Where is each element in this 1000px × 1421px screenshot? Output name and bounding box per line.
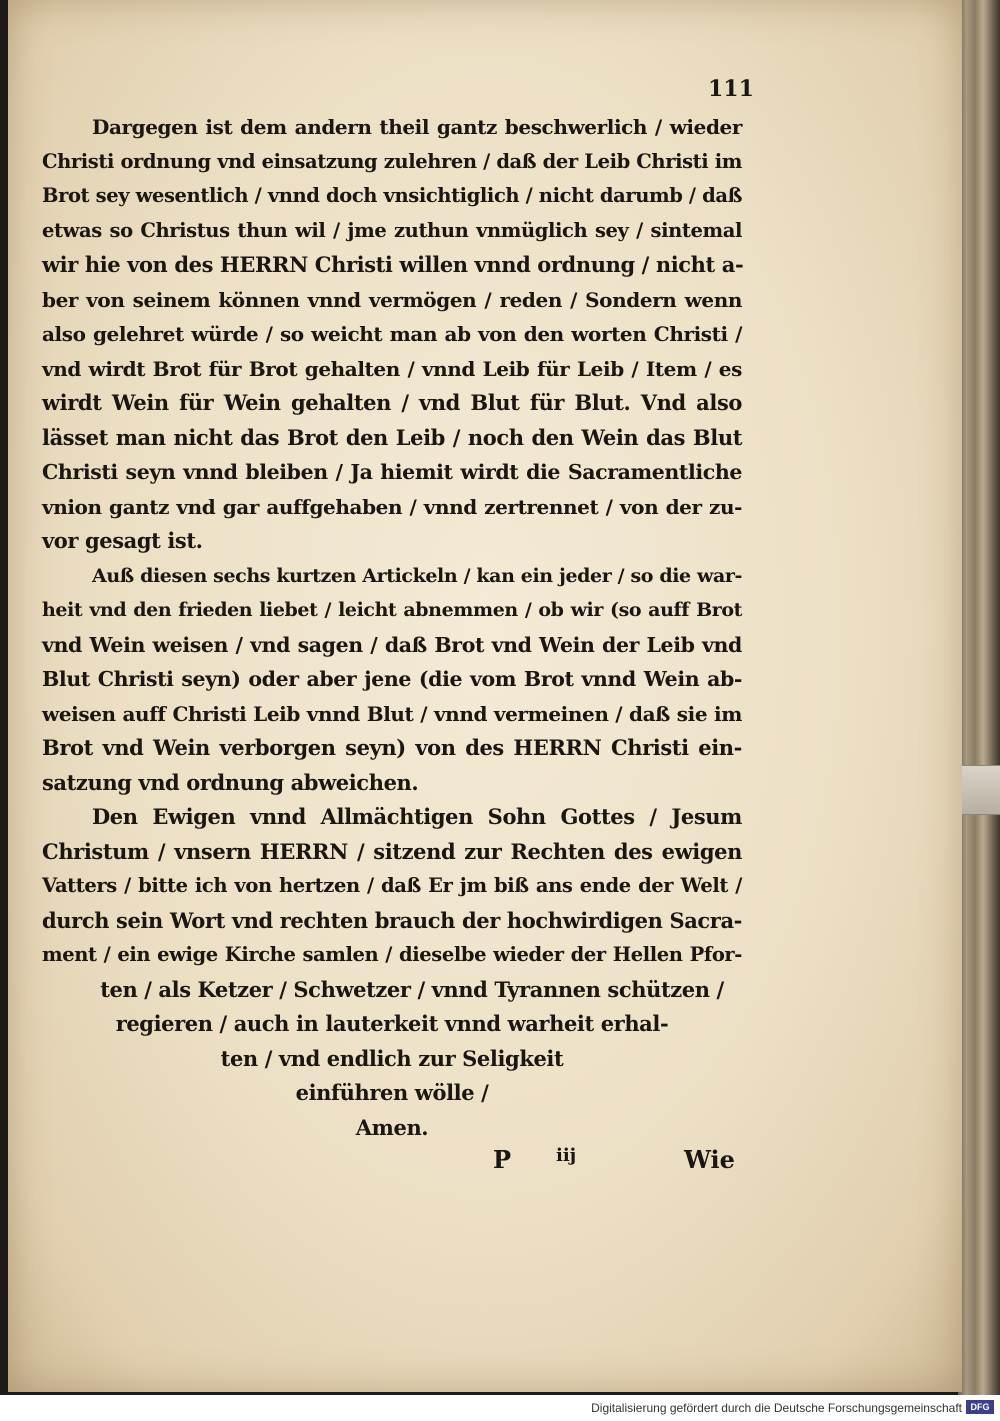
text-line: ment / ein ewige Kirche samlen / dieselbe wieder der Hellen Pfor-	[42, 943, 742, 966]
text-line: Auß diesen sechs kurtzen Artickeln / kan ein jeder / so die war-	[92, 564, 742, 587]
text-line: Dargegen ist dem andern theil gantz beschwerlich / wieder	[92, 115, 742, 139]
text-line: vnion gantz vnd gar auffgehaben / vnnd zertrennet / von der zu-	[42, 494, 742, 519]
text-line: ten / als Ketzer / Schwetzer / vnnd Tyrannen schützen /	[100, 976, 724, 1002]
text-line: wirdt Wein für Wein gehalten / vnd Blut für Blut. Vnd also	[42, 390, 742, 415]
text-line: vor gesagt ist.	[42, 528, 203, 553]
catchword: Wie	[684, 1145, 735, 1174]
text-line: vnd Wein weisen / vnd sagen / daß Brot vnd Wein der Leib vnd	[42, 632, 742, 657]
text-line: ber von seinem können vnnd vermögen / reden / Sondern wenn	[42, 287, 742, 312]
text-line: Christi seyn vnnd bleiben / Ja hiemit wirdt die Sacramentliche	[42, 460, 742, 484]
text-line: vnd wirdt Brot für Brot gehalten / vnnd Leib für Leib / Item / es	[42, 356, 742, 381]
text-line: Amen.	[355, 1114, 429, 1140]
text-line: Christi ordnung vnd einsatzung zulehren / daß der Leib Christi im	[42, 149, 742, 173]
body-text	[42, 110, 742, 1145]
text-line: regieren / auch in lauterkeit vnnd warheit erhal-	[115, 1011, 669, 1036]
paragraph-1	[42, 110, 742, 559]
text-line: Brot vnd Wein verborgen seyn) von des HERRN Christi ein-	[42, 735, 742, 760]
paragraph-3	[42, 800, 742, 973]
text-line: Christum / vnsern HERRN / sitzend zur Rechten des ewigen	[42, 838, 742, 864]
text-line: Vatters / bitte ich von hertzen / daß Er jm biß ans ende der Welt /	[42, 874, 742, 897]
funding-banner	[0, 1395, 1000, 1421]
text-line: ten / vnd endlich zur Seligkeit	[220, 1045, 564, 1071]
book-page	[8, 0, 962, 1392]
page-stack-edge	[958, 0, 1000, 1395]
signature-mark: P	[493, 1145, 512, 1174]
text-line: lässet man nicht das Brot den Leib / noch den Wein das Blut	[42, 424, 742, 450]
text-line: etwas so Christus thun wil / jme zuthun vnmüglich sey / sintemal	[42, 218, 742, 242]
dfg-logo: DFG	[966, 1400, 994, 1414]
funding-text: Digitalisierung gefördert durch die Deutsche Forschungsgemeinschaft	[591, 1401, 962, 1415]
paragraph-2	[42, 559, 742, 801]
text-line: heit vnd den frieden liebet / leicht abnemmen / ob wir (so auff Brot	[42, 599, 742, 621]
page-number: 111	[708, 76, 754, 102]
text-line: wir hie von des HERRN Christi willen vnnd ordnung / nicht a-	[42, 252, 744, 277]
text-line: durch sein Wort vnd rechten brauch der hochwirdigen Sacra-	[42, 907, 742, 933]
text-line: also gelehret würde / so weicht man ab von den worten Christi /	[42, 322, 742, 346]
text-line: Brot sey wesentlich / vnnd doch vnsichtiglich / nicht darumb / daß	[42, 184, 742, 207]
text-line: weisen auff Christi Leib vnnd Blut / vnnd vermeinen / daß sie im	[42, 701, 742, 726]
closing-prayer	[42, 973, 742, 1146]
signature-number: iij	[556, 1145, 577, 1166]
text-line: einführen wölle /	[295, 1080, 489, 1105]
page-footer	[8, 1145, 962, 1185]
text-line: Blut Christi seyn) oder aber jene (die vom Brot vnnd Wein ab-	[42, 667, 742, 691]
text-line: Den Ewigen vnnd Allmächtigen Sohn Gottes / Jesum	[92, 804, 742, 829]
text-line: satzung vnd ordnung abweichen.	[42, 769, 419, 795]
